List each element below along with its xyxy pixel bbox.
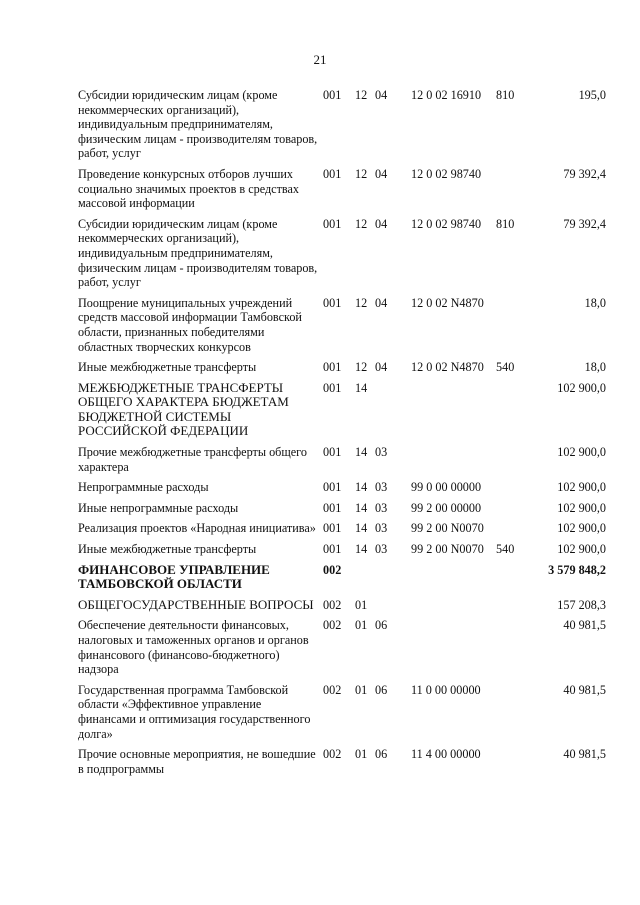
table-row [78, 480, 606, 495]
row-name: Прочие межбюджетные трансферты общего характера [78, 445, 307, 474]
row-expense-type: 540 [496, 542, 515, 557]
row-subsection-code: 04 [375, 216, 388, 231]
row-section-code: 12 [355, 88, 368, 102]
row-section-code: 14 [355, 521, 368, 536]
row-sum: 102 900,0 [557, 500, 606, 515]
row-ved-code: 001 [323, 216, 342, 231]
row-name: Обеспечение деятельности финансовых, налоговых и таможенных органов и органов финансового (финансово-бюджетного) надзора [78, 618, 309, 677]
row-name: Иные межбюджетные трансферты [78, 542, 257, 557]
row-target-article: 99 2 00 N0070 [411, 542, 484, 557]
row-subsection-code: 03 [375, 521, 388, 536]
table-row [78, 563, 606, 592]
row-section-code: 14 [355, 445, 368, 460]
row-section-code: 12 [355, 216, 368, 231]
row-subsection-code: 04 [375, 166, 388, 181]
row-sum: 102 900,0 [557, 380, 606, 395]
budget-table [78, 88, 606, 782]
row-target-article: 12 0 02 98740 [411, 166, 482, 181]
row-name: Субсидии юридическим лицам (кроме некоммерческих организаций), индивидуальным предпринимателям, физическим лицам - производителям товаров, работ, услуг [78, 88, 318, 161]
table-row [78, 747, 606, 776]
row-subsection-code: 04 [375, 360, 388, 375]
row-sum: 18,0 [584, 360, 606, 375]
row-name: Прочие основные мероприятия, не вошедшие в подпрограммы [78, 747, 316, 776]
row-name: Субсидии юридическим лицам (кроме некоммерческих организаций), индивидуальным предпринимателям, физическим лицам - производителям товаров, работ, услуг [78, 216, 318, 290]
row-target-article: 11 0 00 00000 [411, 682, 481, 697]
row-name: МЕЖБЮДЖЕТНЫЕ ТРАНСФЕРТЫ ОБЩЕГО ХАРАКТЕРА БЮДЖЕТАМ БЮДЖЕТНОЙ СИСТЕМЫ РОССИЙСКОЙ ФЕДЕРАЦИИ [78, 379, 289, 439]
row-name: Поощрение муниципальных учреждений средств массовой информации Тамбовской области, признанных победителями областных творческих конкурсов [78, 295, 302, 354]
row-section-code: 14 [355, 380, 368, 395]
row-name: Иные межбюджетные трансферты [78, 360, 257, 375]
row-ved-code: 001 [323, 295, 342, 310]
table-row [78, 501, 606, 516]
row-subsection-code: 04 [375, 295, 388, 310]
table-row [78, 217, 606, 290]
row-sum: 102 900,0 [557, 480, 606, 495]
row-section-code: 14 [355, 542, 368, 557]
row-subsection-code: 03 [375, 542, 388, 557]
row-name: Государственная программа Тамбовской области «Эффективное управление финансами и оптимизация государственного долга» [78, 682, 311, 741]
row-target-article: 11 4 00 00000 [411, 747, 481, 762]
row-sum: 40 981,5 [563, 682, 606, 697]
row-section-code: 12 [355, 295, 368, 310]
row-ved-code: 002 [323, 562, 342, 577]
row-subsection-code: 06 [375, 618, 388, 633]
row-target-article: 12 0 02 N4870 [411, 360, 484, 375]
row-ved-code: 002 [323, 597, 342, 612]
page-number: 21 [313, 52, 327, 67]
row-name: Проведение конкурсных отборов лучших социально значимых проектов в средствах массовой информации [78, 166, 299, 211]
row-section-code: 01 [355, 618, 368, 633]
row-section-code: 12 [355, 360, 368, 375]
row-ved-code: 001 [323, 88, 342, 102]
row-sum: 102 900,0 [557, 521, 606, 536]
row-sum: 79 392,4 [563, 216, 606, 231]
table-row [78, 542, 606, 557]
row-expense-type: 810 [496, 88, 515, 102]
row-name: Непрограммные расходы [78, 480, 209, 495]
row-target-article: 12 0 02 98740 [411, 216, 482, 231]
row-expense-type: 810 [496, 216, 515, 231]
row-sum: 18,0 [584, 295, 606, 310]
row-section-code: 12 [355, 166, 368, 181]
row-ved-code: 001 [323, 360, 342, 375]
row-sum: 40 981,5 [563, 747, 606, 762]
row-ved-code: 001 [323, 500, 342, 515]
row-subsection-code: 03 [375, 500, 388, 515]
row-name: ОБЩЕГОСУДАРСТВЕННЫЕ ВОПРОСЫ [78, 596, 314, 612]
row-name: Иные непрограммные расходы [78, 500, 239, 515]
row-target-article: 99 0 00 00000 [411, 480, 482, 495]
row-expense-type: 540 [496, 360, 515, 375]
table-row [78, 381, 606, 439]
table-row [78, 88, 606, 161]
row-subsection-code: 03 [375, 480, 388, 495]
row-section-code: 01 [355, 682, 368, 697]
table-row [78, 598, 606, 613]
row-section-code: 01 [355, 597, 368, 612]
table-row [78, 618, 606, 676]
table-row [78, 360, 606, 375]
row-sum: 3 579 848,2 [548, 562, 606, 577]
row-ved-code: 001 [323, 480, 342, 495]
row-ved-code: 001 [323, 542, 342, 557]
row-target-article: 12 0 02 16910 [411, 88, 482, 102]
row-subsection-code: 03 [375, 445, 388, 460]
row-subsection-code: 06 [375, 682, 388, 697]
row-ved-code: 001 [323, 380, 342, 395]
row-target-article: 12 0 02 N4870 [411, 295, 484, 310]
row-sum: 157 208,3 [557, 597, 606, 612]
row-sum: 79 392,4 [563, 166, 606, 181]
row-target-article: 99 2 00 00000 [411, 500, 482, 515]
row-section-code: 14 [355, 480, 368, 495]
table-row [78, 683, 606, 741]
row-ved-code: 001 [323, 521, 342, 536]
row-ved-code: 002 [323, 618, 342, 633]
row-sum: 102 900,0 [557, 445, 606, 460]
row-target-article: 99 2 00 N0070 [411, 521, 484, 536]
row-section-code: 01 [355, 747, 368, 762]
row-sum: 195,0 [578, 88, 606, 102]
row-ved-code: 001 [323, 166, 342, 181]
table-row [78, 445, 606, 474]
row-name: ФИНАНСОВОЕ УПРАВЛЕНИЕ ТАМБОВСКОЙ ОБЛАСТИ [78, 561, 270, 592]
row-section-code: 14 [355, 500, 368, 515]
row-subsection-code: 04 [375, 88, 388, 102]
row-ved-code: 002 [323, 682, 342, 697]
row-ved-code: 002 [323, 747, 342, 762]
row-subsection-code: 06 [375, 747, 388, 762]
table-row [78, 167, 606, 211]
row-sum: 102 900,0 [557, 542, 606, 557]
row-name: Реализация проектов «Народная инициатива» [78, 521, 316, 536]
row-sum: 40 981,5 [563, 618, 606, 633]
table-row [78, 296, 606, 354]
table-row [78, 521, 606, 536]
row-ved-code: 001 [323, 445, 342, 460]
